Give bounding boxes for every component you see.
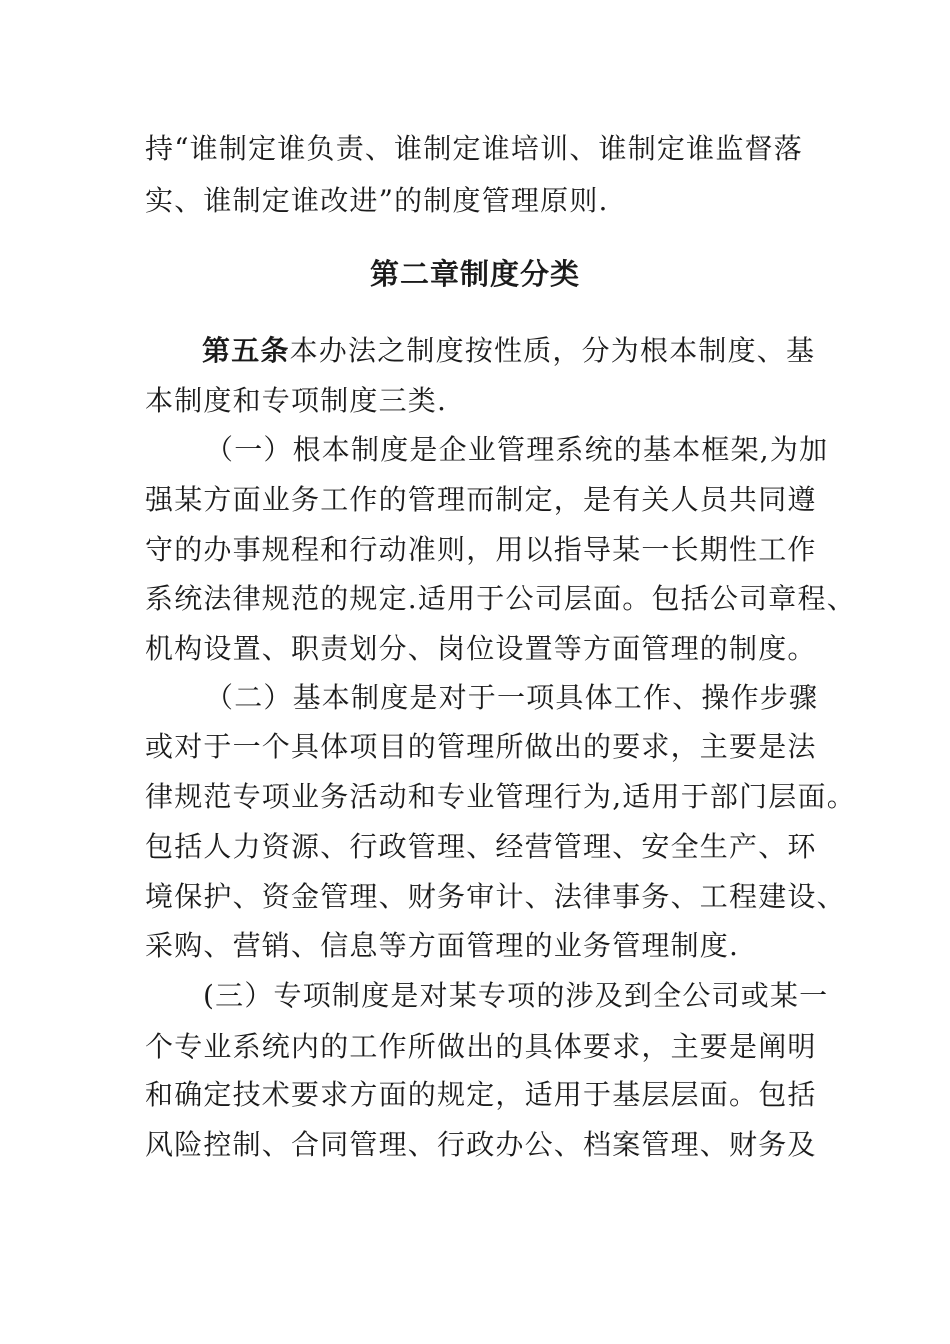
item-2-line-3: 律规范专项业务活动和专业管理行为,适用于部门层面。 [145,780,856,813]
item-2-line-4: 包括人力资源、行政管理、经营管理、安全生产、环 [145,830,817,863]
item-2-line-2: 或对于一个具体项目的管理所做出的要求，主要是法 [145,730,817,763]
item-3-line-1: (三）专项制度是对某专项的涉及到全公司或某一 [203,979,829,1012]
item-1-line-4: 系统法律规范的规定.适用于公司层面。包括公司章程、 [145,582,856,615]
article-5-line-2: 本制度和专项制度三类. [145,384,448,417]
article-label: 第五条 [202,334,290,367]
item-3-line-3: 和确定技术要求方面的规定，适用于基层层面。包括 [145,1078,817,1111]
item-1-line-5: 机构设置、职责划分、岗位设置等方面管理的制度。 [145,632,817,665]
article-5-text: 本办法之制度按性质，分为根本制度、基 [289,334,816,367]
item-3-line-4: 风险控制、合同管理、行政办公、档案管理、财务及 [145,1128,817,1161]
item-2-line-1: （二）基本制度是对于一项具体工作、操作步骤 [205,681,819,714]
item-1-line-1: （一）根本制度是企业管理系统的基本框架,为加 [205,433,829,466]
chapter-heading: 第二章制度分类 [369,257,580,291]
opening-line-2: 实、谁制定谁改进”的制度管理原则. [145,184,609,217]
item-3-line-2: 个专业系统内的工作所做出的具体要求，主要是阐明 [145,1030,817,1063]
opening-line-1: 持“谁制定谁负责、谁制定谁培训、谁制定谁监督落 [145,132,803,165]
item-1-line-3: 守的办事规程和行动准则，用以指导某一长期性工作 [145,533,817,566]
article-5-line-1 [202,333,815,369]
item-1-line-2: 强某方面业务工作的管理而制定，是有关人员共同遵 [145,483,817,516]
item-2-line-6: 采购、营销、信息等方面管理的业务管理制度. [145,929,740,962]
item-2-line-5: 境保护、资金管理、财务审计、法律事务、工程建设、 [145,880,846,913]
